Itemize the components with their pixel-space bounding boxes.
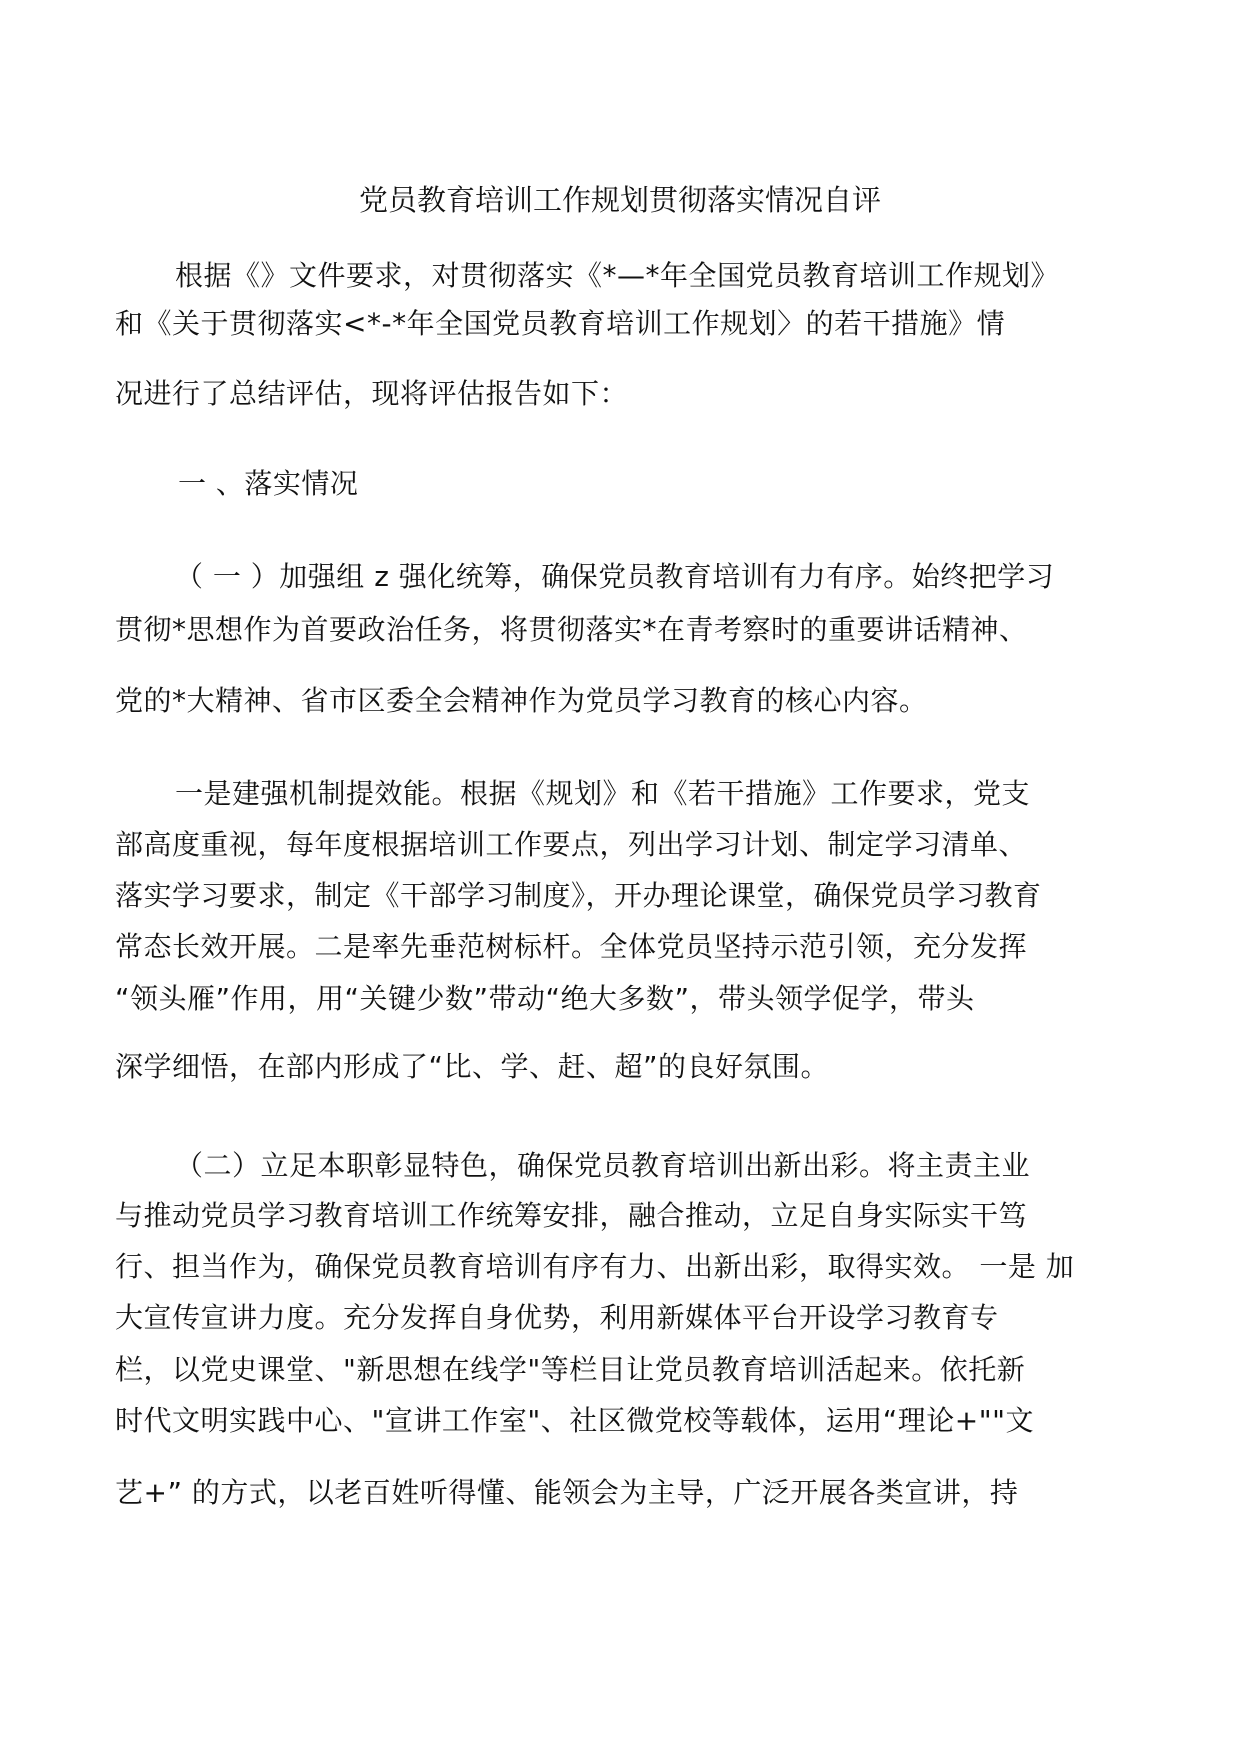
- section-heading-1: 一 、落实情况: [178, 467, 359, 500]
- para2-line-4: 常态长效开展。二是率先垂范树标杆。全体党员坚持示范引领，充分发挥: [115, 930, 1028, 963]
- para3-line-7: 艺+” 的方式，以老百姓听得懂、能领会为主导，广泛开展各类宣讲，持: [115, 1476, 1019, 1509]
- intro-line-1: 根据《》文件要求，对贯彻落实《*—*年全国党员教育培训工作规划》: [175, 259, 1060, 292]
- para2-line-2: 部高度重视，每年度根据培训工作要点，列出学习计划、制定学习清单、: [115, 828, 1028, 861]
- para3-line-5: 栏，以党史课堂、"新思想在线学"等栏目让党员教育培训活起来。依托新: [115, 1353, 1026, 1386]
- para3-line-6: 时代文明实践中心、"宣讲工作室"、社区微党校等载体，运用“理论+""文: [115, 1404, 1034, 1437]
- para3-line-1: （二）立足本职彰显特色，确保党员教育培训出新出彩。将主责主业: [175, 1149, 1031, 1182]
- para1-line-2: 贯彻*思想作为首要政治任务，将贯彻落实*在青考察时的重要讲话精神、: [115, 613, 1028, 646]
- para3-line-3: 行、担当作为，确保党员教育培训有序有力、出新出彩，取得实效。 一是 加: [115, 1250, 1075, 1283]
- para2-line-6: 深学细悟，在部内形成了“比、学、赶、超”的良好氛围。: [115, 1050, 830, 1083]
- para2-line-3: 落实学习要求，制定《干部学习制度》，开办理论课堂，确保党员学习教育: [115, 879, 1042, 912]
- intro-line-2: 和《关于贯彻落实<*-*年全国党员教育培训工作规划〉的若干措施》情: [115, 307, 1006, 340]
- para3-line-4: 大宣传宣讲力度。充分发挥自身优势，利用新媒体平台开设学习教育专: [115, 1301, 999, 1334]
- para1-line-3: 党的*大精神、省市区委全会精神作为党员学习教育的核心内容。: [115, 684, 928, 717]
- para2-line-5: “领头雁”作用，用“关键少数”带动“绝大多数”，带头领学促学，带头: [115, 982, 975, 1015]
- para1-line-1: （ 一 ）加强组 z 强化统筹，确保党员教育培训有力有序。始终把学习: [175, 560, 1055, 593]
- intro-line-3: 况进行了总结评估，现将评估报告如下：: [115, 377, 629, 410]
- para3-line-2: 与推动党员学习教育培训工作统筹安排，融合推动，立足自身实际实干笃: [115, 1199, 1028, 1232]
- para2-line-1: 一是建强机制提效能。根据《规划》和《若干措施》工作要求，党支: [175, 777, 1031, 810]
- document-title: 党员教育培训工作规划贯彻落实情况自评: [358, 183, 881, 217]
